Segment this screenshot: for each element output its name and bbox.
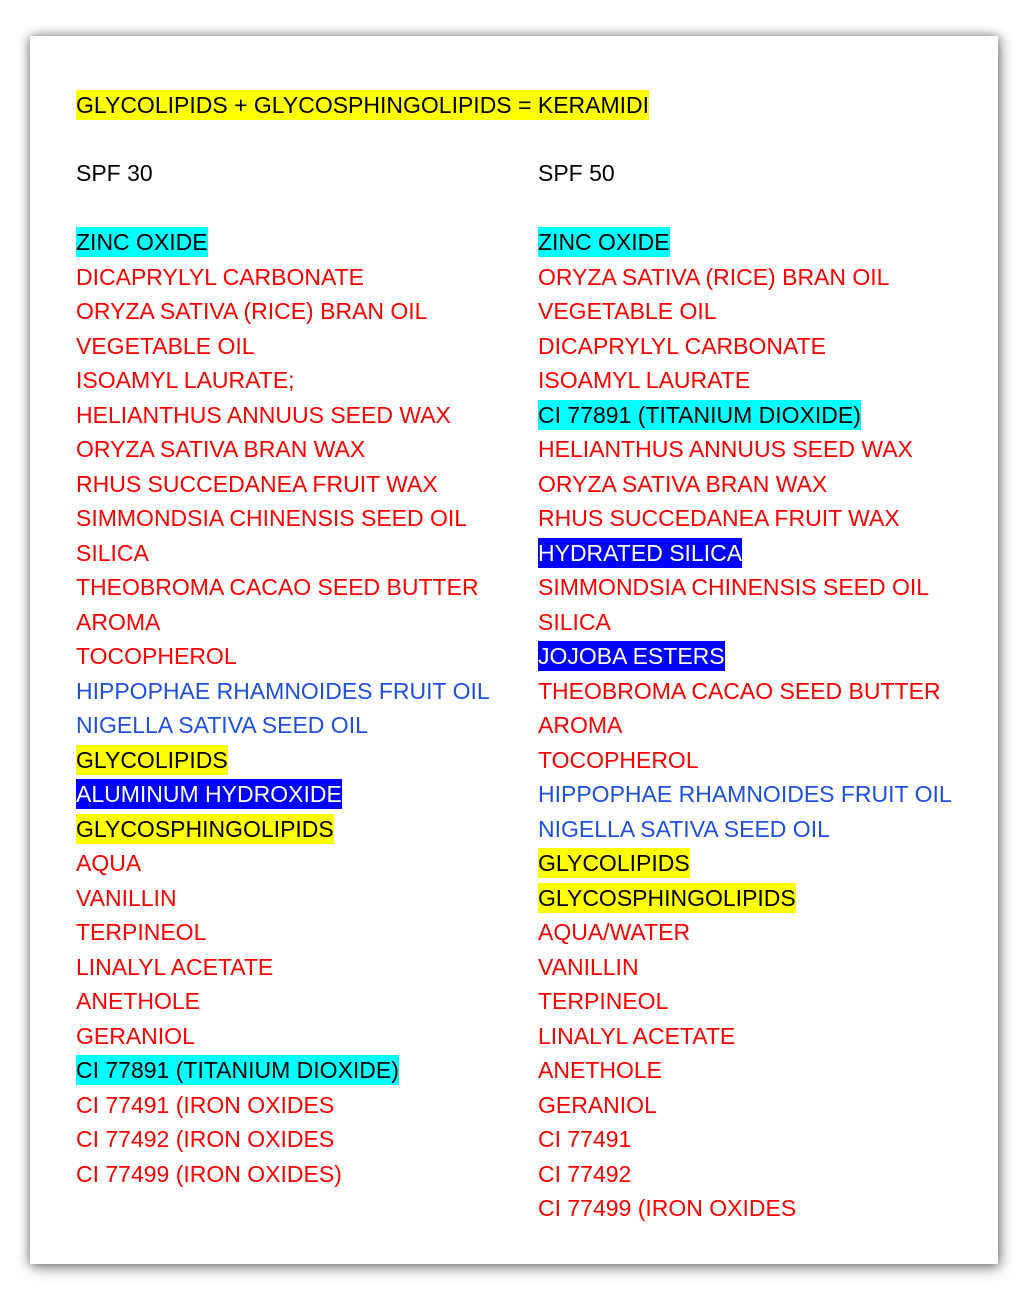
ingredient-item [538,536,978,571]
ingredient-text: SILICA [538,608,611,635]
ingredient-text: CI 77491 [538,1126,632,1152]
ingredient-item [538,605,978,640]
ingredient-item [76,950,516,985]
ingredient-item [538,1088,978,1123]
ingredient-text: ZINC OXIDE [538,229,670,255]
ingredient-item [76,1053,516,1088]
ingredient-text: GLYCOSPHINGOLIPIDS [538,884,796,911]
ingredient-item [76,708,516,743]
ingredient-text: AQUA [76,850,142,876]
spf50-column [538,156,978,1226]
ingredient-item [538,674,978,709]
ingredient-item [76,743,516,778]
ingredient-item [538,950,978,985]
ingredient-text: JOJOBA ESTERS [538,643,725,669]
spf30-ingredient-list [76,225,516,1191]
ingredient-text: SILICA [76,539,149,566]
ingredient-item [538,1191,978,1226]
ingredient-text: ORYZA SATIVA BRAN WAX [76,436,366,462]
ingredient-text: CI 77891 (TITANIUM DIOXIDE) [76,1057,399,1083]
ingredient-item [76,294,516,329]
ingredient-text: RHUS SUCCEDANEA FRUIT WAX [538,505,900,531]
ingredient-item [538,1019,978,1054]
ingredient-text: VEGETABLE OIL [76,332,255,359]
ingredient-item [76,1157,516,1192]
ingredient-item [76,984,516,1019]
ingredient-item [538,812,978,847]
spf50-ingredient-list [538,225,978,1226]
heading-text: GLYCOLIPIDS + GLYCOSPHINGOLIPIDS = KERAMIDI [76,92,650,118]
ingredient-item [538,1122,978,1157]
ingredient-text: DICAPRYLYL CARBONATE [76,263,365,290]
ingredient-item [538,1157,978,1192]
ingredient-text: NIGELLA SATIVA SEED OIL [538,815,830,842]
spf50-title: SPF 50 [538,160,615,186]
spf30-column [76,156,516,1191]
ingredient-text: LINALYL ACETATE [538,1022,736,1049]
ingredient-item [76,1088,516,1123]
ingredient-text: ALUMINUM HYDROXIDE [76,781,342,807]
ingredient-text: HIPPOPHAE RHAMNOIDES FRUIT OIL [76,677,490,704]
ingredient-text: CI 77499 (IRON OXIDES) [76,1160,342,1187]
ingredient-item [538,881,978,916]
ingredient-text: ANETHOLE [538,1057,662,1083]
ingredient-text: AROMA [76,608,161,635]
document-page [30,36,998,1264]
ingredient-text: AQUA/WATER [538,919,691,945]
ingredient-item [538,984,978,1019]
ingredient-item [76,881,516,916]
spf30-title: SPF 30 [76,160,153,186]
ingredient-item [76,915,516,950]
ingredient-item [538,329,978,364]
ingredient-text: GLYCOSPHINGOLIPIDS [76,815,334,842]
ingredient-item [76,777,516,812]
ingredient-item [538,915,978,950]
ingredient-text: ISOAMYL LAURATE [538,367,751,393]
ingredient-item [538,570,978,605]
spacer [76,191,516,226]
spacer [538,191,978,226]
ingredient-text: VEGETABLE OIL [538,298,717,324]
ingredient-item [76,812,516,847]
ingredient-text: ISOAMYL LAURATE; [76,367,295,393]
ingredient-text: CI 77492 [538,1160,632,1187]
ingredient-text: HELIANTHUS ANNUUS SEED WAX [538,436,913,462]
ingredient-text: GERANIOL [76,1022,195,1049]
ingredient-text: HYDRATED SILICA [538,539,743,566]
ingredient-item [538,777,978,812]
ingredient-item [538,225,978,260]
ingredient-text: CI 77491 (IRON OXIDES [76,1091,335,1118]
ingredient-text: TOCOPHEROL [538,746,699,773]
ingredient-text: ORYZA SATIVA (RICE) BRAN OIL [76,298,428,324]
ingredient-item [538,260,978,295]
ingredient-text: SIMMONDSIA CHINENSIS SEED OIL [538,574,930,600]
ingredient-item [76,363,516,398]
ingredient-item [538,639,978,674]
ingredient-item [538,294,978,329]
ingredient-text: GERANIOL [538,1091,657,1118]
ingredient-item [538,846,978,881]
ingredient-text: CI 77492 (IRON OXIDES [76,1126,335,1152]
ingredient-text: SIMMONDSIA CHINENSIS SEED OIL [76,505,468,531]
ingredient-item [538,432,978,467]
ingredient-item [76,329,516,364]
ingredient-item [76,674,516,709]
ingredient-text: ORYZA SATIVA (RICE) BRAN OIL [538,263,890,290]
ingredient-text: VANILLIN [538,953,639,980]
ingredient-text: GLYCOLIPIDS [76,746,228,773]
ingredient-item [76,1122,516,1157]
ingredient-text: DICAPRYLYL CARBONATE [538,332,827,359]
ingredient-item [76,501,516,536]
ingredient-item [538,743,978,778]
ingredient-item [76,605,516,640]
ingredient-item [76,536,516,571]
ingredient-item [76,432,516,467]
ingredient-text: LINALYL ACETATE [76,953,274,980]
ingredient-item [76,467,516,502]
ingredient-text: GLYCOLIPIDS [538,850,690,876]
ingredient-text: ANETHOLE [76,988,200,1014]
ingredient-text: RHUS SUCCEDANEA FRUIT WAX [76,470,438,497]
ingredient-item [76,570,516,605]
ingredient-text: NIGELLA SATIVA SEED OIL [76,712,368,738]
ingredient-item [76,1019,516,1054]
ingredient-text: HELIANTHUS ANNUUS SEED WAX [76,401,451,428]
ingredient-item [538,501,978,536]
ingredient-text: CI 77499 (IRON OXIDES [538,1195,797,1221]
ingredient-item [76,398,516,433]
ingredient-item [538,708,978,743]
ingredient-item [76,639,516,674]
ingredient-item [538,398,978,433]
ingredient-item [76,260,516,295]
ingredient-text: THEOBROMA CACAO SEED BUTTER [76,574,479,600]
ingredient-text: TOCOPHEROL [76,643,237,669]
ingredient-text: ORYZA SATIVA BRAN WAX [538,470,828,497]
ingredient-text: AROMA [538,712,623,738]
page-heading [76,88,649,122]
ingredient-text: TERPINEOL [76,919,207,945]
ingredient-text: TERPINEOL [538,988,669,1014]
ingredient-item [76,846,516,881]
ingredient-text: VANILLIN [76,884,177,911]
ingredient-text: HIPPOPHAE RHAMNOIDES FRUIT OIL [538,781,952,807]
ingredient-item [538,1053,978,1088]
ingredient-item [538,467,978,502]
ingredient-text: THEOBROMA CACAO SEED BUTTER [538,677,941,704]
ingredient-item [538,363,978,398]
ingredient-item [76,225,516,260]
ingredient-text: CI 77891 (TITANIUM DIOXIDE) [538,401,861,428]
ingredient-text: ZINC OXIDE [76,229,208,255]
